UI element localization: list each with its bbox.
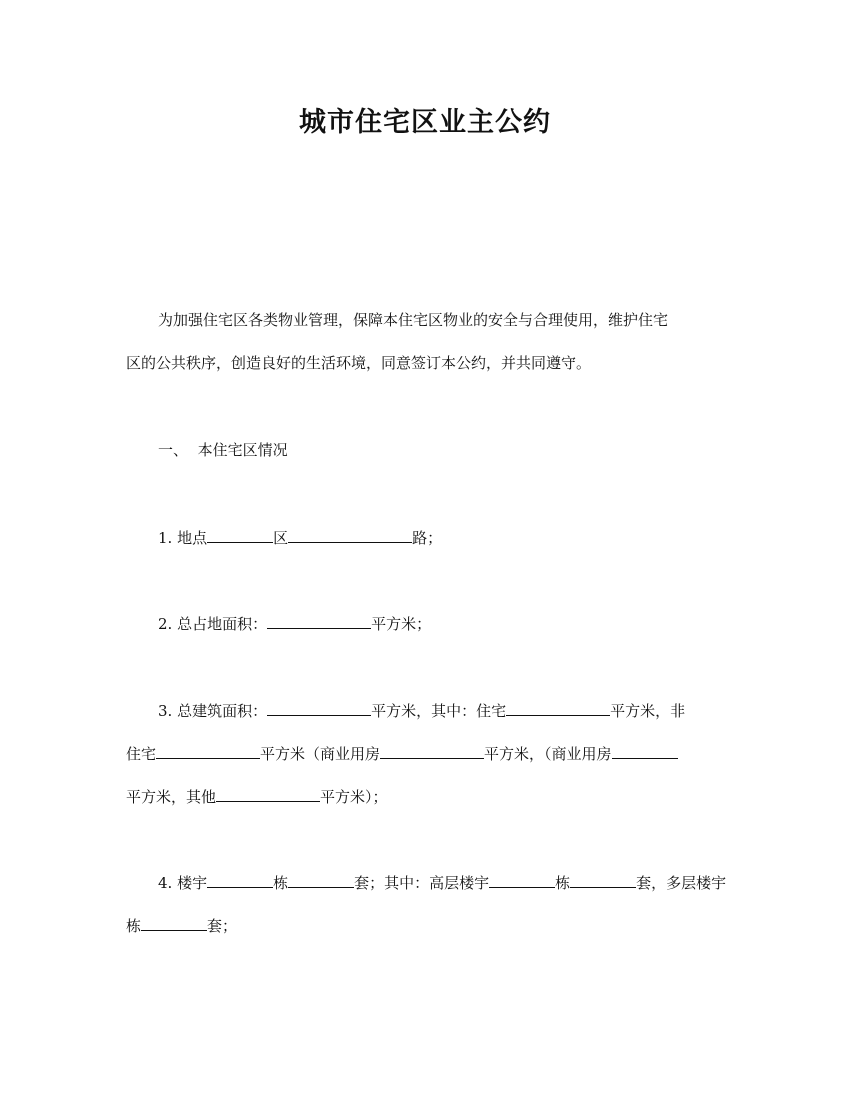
- item-4-text-5: 栋: [126, 917, 142, 935]
- item-2-unit: 平方米；: [371, 615, 432, 633]
- district-blank[interactable]: [207, 527, 273, 543]
- highrise-buildings-blank[interactable]: [489, 872, 555, 888]
- highrise-units-blank[interactable]: [570, 872, 636, 888]
- item-3-text-5: 平方米，（商业用房: [484, 745, 612, 763]
- intro-line-1: 为加强住宅区各类物业管理，保障本住宅区物业的安全与合理使用，维护住宅: [158, 311, 669, 329]
- document-title: 城市住宅区业主公约: [299, 107, 551, 138]
- item-4-text-4: 套，多层楼宇: [636, 874, 727, 892]
- commercial-area-blank-2[interactable]: [612, 743, 678, 759]
- item-3-line-2: [126, 743, 678, 764]
- residential-area-blank[interactable]: [506, 700, 610, 716]
- intro-line-2: 区的公共秩序，创造良好的生活环境，同意签订本公约，并共同遵守。: [126, 354, 592, 372]
- other-area-blank[interactable]: [216, 786, 320, 802]
- item-4-text-2: 套；其中：高层楼宇: [354, 874, 490, 892]
- item-1-road-text: 路；: [412, 529, 443, 547]
- multistory-units-blank[interactable]: [141, 915, 207, 931]
- item-4-line-2: [126, 915, 237, 936]
- item-1-location: [158, 527, 442, 548]
- item-1-prefix: 1. 地点: [158, 529, 208, 547]
- item-2-total-land-area: [158, 613, 431, 634]
- section-1-heading: [158, 440, 288, 460]
- buildings-blank[interactable]: [207, 872, 273, 888]
- item-3-text-3: 住宅: [126, 745, 157, 763]
- item-3-prefix: 3. 总建筑面积：: [158, 702, 268, 720]
- item-3-line-1: [158, 700, 685, 721]
- item-4-text-1: 栋: [273, 874, 289, 892]
- non-residential-area-blank[interactable]: [156, 743, 260, 759]
- item-4-line-1: [158, 872, 726, 893]
- item-4-text-3: 栋: [555, 874, 571, 892]
- item-3-text-6: 平方米，其他: [126, 788, 217, 806]
- item-1-district-text: 区: [273, 529, 289, 547]
- land-area-blank[interactable]: [267, 613, 371, 629]
- item-3-text-7: 平方米）；: [320, 788, 388, 806]
- building-area-blank[interactable]: [267, 700, 371, 716]
- item-3-text-4: 平方米（商业用房: [260, 745, 381, 763]
- road-blank[interactable]: [288, 527, 412, 543]
- section-title: 本住宅区情况: [197, 441, 288, 459]
- item-2-prefix: 2. 总占地面积：: [158, 615, 268, 633]
- units-blank[interactable]: [288, 872, 354, 888]
- commercial-area-blank[interactable]: [380, 743, 484, 759]
- item-4-prefix: 4. 楼宇: [158, 874, 208, 892]
- item-3-line-3: [126, 786, 388, 807]
- item-3-text-2: 平方米，非: [610, 702, 686, 720]
- section-number: 一、: [158, 441, 189, 459]
- item-3-text-1: 平方米，其中：住宅: [371, 702, 507, 720]
- item-4-text-6: 套；: [207, 917, 238, 935]
